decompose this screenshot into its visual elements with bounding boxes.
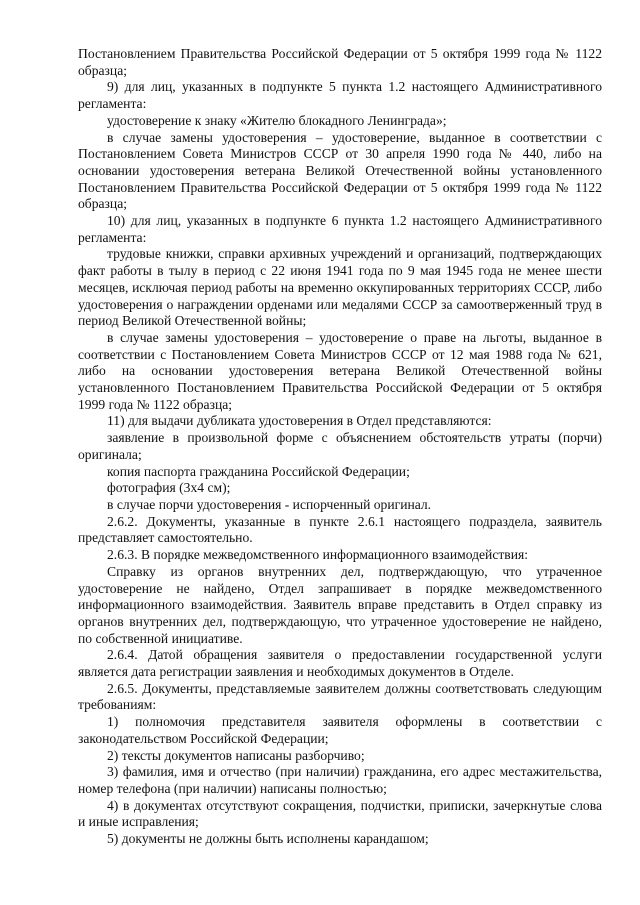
paragraph-item-9: 9) для лиц, указанных в подпункте 5 пункта 1.2 настоящего Административного регламента:	[78, 79, 602, 112]
paragraph: в случае замены удостоверения – удостоверение, выданное в соответствии с Постановлением Совета Министров СССР от 30 апреля 1990 года № 440, либо на основании удостоверения ветерана Великой Отечественной войны установленного Постановлением Правительства Российской Федерации от 5 октября 1999 года № 1122 образца;	[78, 129, 602, 212]
section-2-6-2: 2.6.2. Документы, указанные в пункте 2.6.1 настоящего подраздела, заявитель представляет самостоятельно.	[78, 513, 602, 546]
paragraph-continuation: Постановлением Правительства Российской Федерации от 5 октября 1999 года № 1122 образца;	[78, 46, 602, 78]
paragraph: в случае замены удостоверения – удостоверение о праве на льготы, выданное в соответствии с Постановлением Совета Министров СССР от 12 мая 1988 года № 621, либо на основании удостоверения ветерана Великой Отечественной войны установленного Постановлением Правительства Российской Федерации от 5 октября 1999 года № 1122 образца;	[78, 329, 602, 412]
requirement-2: 2) тексты документов написаны разборчиво;	[107, 747, 365, 763]
requirement-3: 3) фамилия, имя и отчество (при наличии) гражданина, его адрес местажительства, номер телефона (при наличии) написаны полностью;	[78, 764, 602, 796]
paragraph-item-11: 11) для выдачи дубликата удостоверения в Отдел представляются:	[107, 413, 492, 429]
paragraph: фотография (3х4 см);	[107, 480, 231, 496]
paragraph: копия паспорта гражданина Российской Федерации;	[107, 463, 410, 479]
paragraph: заявление в произвольной форме с объяснением обстоятельств утраты (порчи) оригинала;	[78, 430, 602, 462]
paragraph: удостоверение к знаку «Жителю блокадного Ленинграда»;	[107, 112, 447, 128]
section-2-6-5: 2.6.5. Документы, представляемые заявителем должны соответствовать следующим требованиям:	[78, 680, 602, 713]
paragraph: Справку из органов внутренних дел, подтверждающую, что утраченное удостоверение не найдено, Отдел запрашивает в порядке межведомственного информационного взаимодействия. Заявитель вправе представить в Отдел справку из органов внутренних дел, подтверждающую, что утраченное удостоверение не найдено, по собственной инициативе.	[78, 563, 602, 646]
paragraph: в случае порчи удостоверения - испорченный оригинал.	[107, 496, 432, 512]
section-2-6-3: 2.6.3. В порядке межведомственного информационного взаимодействия:	[107, 547, 529, 563]
requirement-5: 5) документы не должны быть исполнены карандашом;	[107, 831, 429, 847]
requirement-4: 4) в документах отсутствуют сокращения, подчистки, приписки, зачеркнутые слова и иные исправления;	[78, 797, 602, 830]
section-2-6-4: 2.6.4. Датой обращения заявителя о предоставлении государственной услуги является дата регистрации заявления и необходимых документов в Отделе.	[78, 647, 602, 680]
paragraph-item-10: 10) для лиц, указанных в подпункте 6 пункта 1.2 настоящего Административного регламента:	[78, 213, 602, 245]
requirement-1: 1) полномочия представителя заявителя оформлены в соответствии с законодательством Российской Федерации;	[78, 714, 602, 746]
document-page	[78, 46, 602, 848]
paragraph: трудовые книжки, справки архивных учреждений и организаций, подтверждающих факт работы в тылу в период с 22 июня 1941 года по 9 мая 1945 года не менее шести месяцев, исключая период работы на временно оккупированных территориях СССР, либо удостоверения о награждении орденами или медалями СССР за самоотверженный труд в период Великой Отечественной войны;	[78, 246, 602, 329]
